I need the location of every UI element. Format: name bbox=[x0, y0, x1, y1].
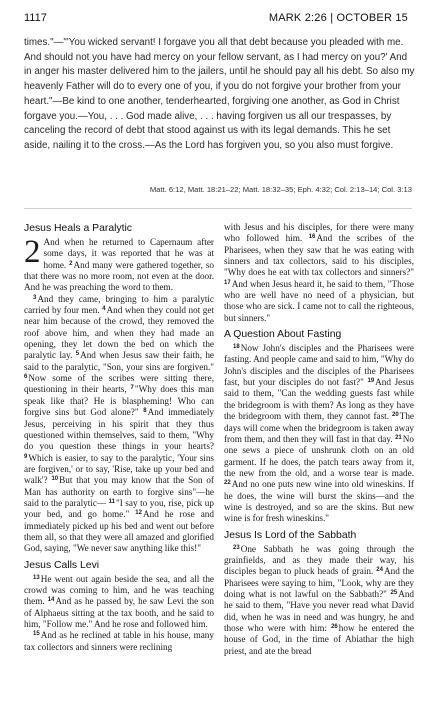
verse-text: And when they could not get near him because of the crowd, they removed the roof above him, and when they had made an opening, they let down the bed on which the paralytic lay. bbox=[24, 305, 215, 361]
devotional-references: Matt. 6:12, Matt. 18:21–22; Matt. 18:32–35; Eph. 4:32; Col. 2:13–14; Col. 3:13 bbox=[149, 185, 412, 194]
verse-text: And no one puts new wine into old wineskins. If he does, the wine will burst the skins—and the wine is destroyed, and so are the skins. But new wine is for fresh wineskins." bbox=[224, 479, 414, 524]
verse-number: 5 bbox=[75, 351, 80, 358]
verse-number: 21 bbox=[395, 434, 402, 441]
verse-number: 25 bbox=[390, 589, 398, 596]
verse-text: "I say to you, rise, pick up your bed, and go home." bbox=[24, 497, 214, 520]
verse-text: And the scribes of the Pharisees, when they saw that he was eating with sinners and tax collectors, said to his disciples, "Why does he eat with tax collectors and sinners?" bbox=[224, 233, 414, 278]
verse-number: 19 bbox=[367, 378, 375, 385]
chapter-number: 2 bbox=[24, 234, 41, 270]
verse-number: 9 bbox=[24, 453, 28, 460]
running-head: MARK 2:26 | OCTOBER 15 bbox=[268, 12, 408, 24]
paragraph bbox=[224, 544, 414, 657]
verse-text: And as he reclined at table in his house, many tax collectors and sinners were reclining bbox=[24, 630, 214, 652]
section-heading: Jesus Is Lord of the Sabbath bbox=[224, 529, 357, 541]
verse-text: One Sabbath he was going through the grainfields, and as they made their way, his disciples began to pluck heads of grain. bbox=[224, 543, 414, 577]
verse-text: Now some of the scribes were sitting there, questioning in their hearts, bbox=[24, 373, 214, 395]
section-divider bbox=[24, 208, 412, 209]
page-number: 1117 bbox=[24, 12, 47, 24]
verse-text: And as he passed by, he saw Levi the son of Alphaeus sitting at the tax booth, and he said to him, "Follow me." And he rose and followed him. bbox=[24, 596, 215, 629]
paragraph bbox=[24, 294, 214, 555]
verse-text: And he rose and immediately picked up his bed and went out before them all, so that they were all amazed and glorified God, saying, "We never saw anything like this!" bbox=[24, 509, 214, 554]
verse-text: He went out again beside the sea, and all the crowd was coming to him, and he was teaching them. bbox=[24, 573, 214, 607]
verse-text: And immediately Jesus, perceiving in his spirit that they thus questioned within themselves, said to them, "Why do you question these things in your hearts? bbox=[24, 407, 215, 452]
verse-text: But that you may know that the Son of Man has authority on earth to forgive sins"—he said to the paralytic— bbox=[24, 475, 214, 508]
verse-text: And many were gathered together, so that there was no more room, not even at the door. And he was preaching the word to them. bbox=[24, 259, 214, 293]
verse-text: And when Jesus saw their faith, he said to the paralytic, "Son, your sins are forgiven." bbox=[24, 350, 215, 372]
paragraph bbox=[24, 234, 214, 294]
verse-text: with Jesus and his disciples, for there were many who followed him. bbox=[224, 222, 414, 244]
verse-number: 10 bbox=[51, 476, 59, 483]
paragraph bbox=[24, 574, 214, 631]
paragraph bbox=[224, 343, 414, 525]
verse-number: 4 bbox=[102, 306, 106, 313]
verse-text: Now John's disciples and the Pharisees were fasting. And people came and said to him, "Why do John's disciples and the disciples of the Pharisees fast, but your disciples do not fast?" bbox=[224, 343, 414, 388]
verse-text: And he said to them, "Have you never read what David did, when he was in need and was hungry, he and those who were with him: bbox=[224, 588, 415, 633]
paragraph bbox=[24, 630, 214, 653]
paragraph bbox=[224, 222, 414, 324]
verse-number: 15 bbox=[33, 631, 40, 638]
verse-text: The days will come when the bridegroom is taken away from them, and then they will fast in that day. bbox=[224, 411, 414, 444]
verse-number: 12 bbox=[135, 510, 142, 517]
verse-number: 13 bbox=[33, 574, 40, 581]
verse-text: how he entered the house of God, in the time of Abiathar the high priest, and ate the bread bbox=[224, 623, 415, 656]
verse-number: 18 bbox=[233, 344, 240, 351]
verse-number: 24 bbox=[376, 567, 383, 574]
left-column bbox=[24, 222, 214, 653]
verse-number: 7 bbox=[130, 385, 134, 392]
section-heading: A Question About Fasting bbox=[224, 329, 342, 341]
verse-number: 6 bbox=[24, 374, 28, 381]
verse-text: Which is easier, to say to the paralytic, 'Your sins are forgiven,' or to say, 'Rise, take up your bed and walk'? bbox=[24, 452, 214, 486]
verse-text: "Why does this man speak like that? He is blaspheming! Who can forgive sins but God alone?" bbox=[24, 384, 214, 418]
verse-text: And the Pharisees were saying to him, "Look, why are they doing what is not lawful on the Sabbath?" bbox=[224, 566, 414, 599]
verse-number: 3 bbox=[33, 294, 37, 301]
right-column bbox=[224, 222, 414, 657]
verse-number: 20 bbox=[392, 412, 399, 419]
devotional-text: times."—"'You wicked servant! I forgave you all that debt because you pleaded with me. And should not you have had mercy on your fellow servant, as I had mercy on you?' And in anger his master delivered him to the jailers, until he should pay all his debt. So also my heavenly Father will do to every one of you, if you do not forgive your brother from your heart."—Be kind to one another, tenderhearted, forgiving one another, as God in Christ forgave you.—You, . . . God made alive, . . . having forgiven us all our trespasses, by canceling the record of debt that stood against us with its legal demands. This he set aside, nailing it to the cross.—As the Lord has forgiven you, so you also must forgive. bbox=[24, 37, 415, 151]
verse-number: 8 bbox=[143, 408, 147, 415]
verse-text: And Jesus said to them, "Can the wedding guests fast while the bridegroom is with them? As long as they have the bridegroom with them, they cannot fast. bbox=[224, 377, 414, 422]
verse-number: 2 bbox=[69, 260, 73, 267]
verse-text: No one sews a piece of unshrunk cloth on an old garment. If he does, the patch tears away from it, the new from the old, and a worse tear is made. bbox=[224, 433, 415, 478]
verse-number: 22 bbox=[224, 480, 231, 487]
verse-text: And when Jesus heard it, he said to them, "Those who are well have no need of a physician, but those who are sick. I came not to call the righteous, but sinners." bbox=[224, 278, 414, 323]
verse-number: 14 bbox=[47, 597, 55, 604]
verse-number: 16 bbox=[308, 234, 316, 241]
verse-number: 11 bbox=[108, 498, 115, 505]
verse-text: And when he returned to Capernaum after some days, it was reported that he was at home. bbox=[43, 237, 214, 270]
verse-number: 17 bbox=[224, 279, 231, 286]
section-heading: Jesus Calls Levi bbox=[24, 559, 100, 571]
verse-text: And they came, bringing to him a paralytic carried by four men. bbox=[24, 293, 214, 316]
verse-number: 26 bbox=[331, 624, 338, 630]
verse-number: 23 bbox=[233, 544, 240, 551]
section-heading: Jesus Heals a Paralytic bbox=[24, 223, 132, 234]
